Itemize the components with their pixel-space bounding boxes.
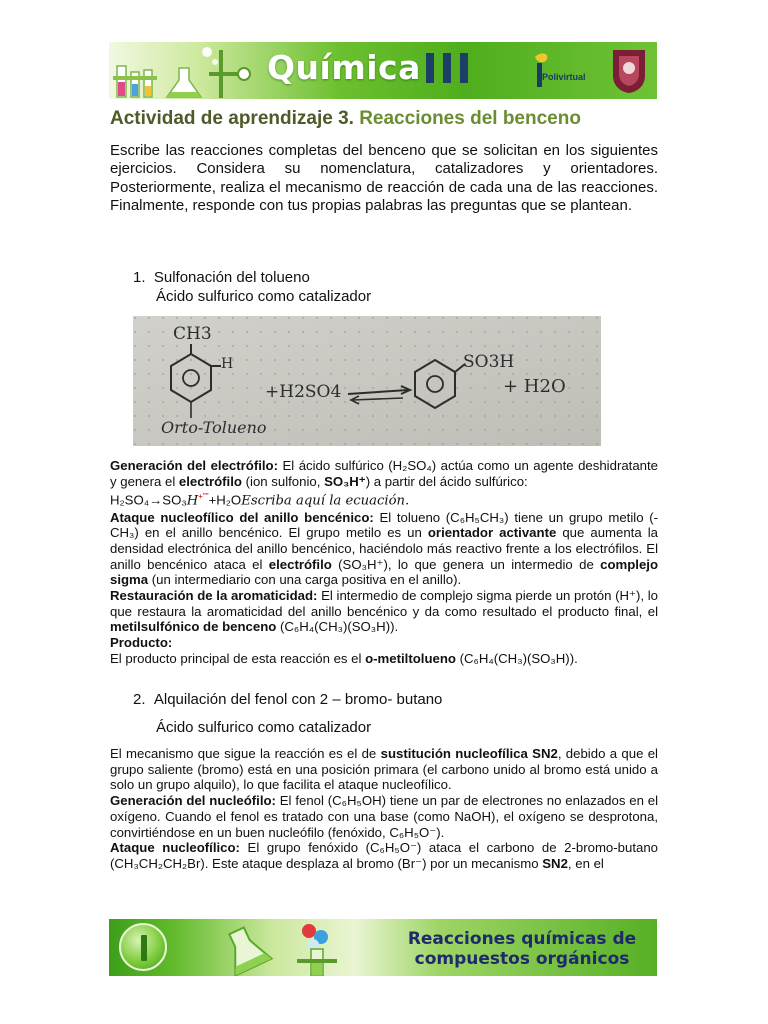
nucleophile-generation-text: El fenol (C₆H₅OH) tiene un par de electrones no enlazados en el oxígeno. Cuando el fenol es tratado con una base (como NaOH), el oxígeno se desprotona, convirtiéndose en un buen nucleófilo (fenóxido, C₆H₅O⁻). <box>110 793 658 840</box>
sigma-complex-term: complejo sigma <box>110 556 658 588</box>
activity-heading <box>110 108 581 130</box>
subject-title-line-2: compuestos orgánicos <box>414 949 630 969</box>
sketch-water-label: + H2O <box>503 376 566 397</box>
chemistry-flask-icon <box>217 919 367 976</box>
nucleophilic-attack-text-3: (SO₃H⁺), lo que genera un intermedio de <box>331 556 601 572</box>
aromaticity-restoration-label: Restauración de la aromaticidad: <box>110 588 318 604</box>
exercise-2-title <box>133 691 442 708</box>
product-text: El producto principal de esta reacción es el <box>110 650 366 666</box>
exercise-2-name: Alquilación del fenol con 2 – bromo- butano <box>153 691 443 708</box>
section-2-text <box>110 746 658 872</box>
exercise-2-catalyst: Ácido sulfurico como catalizador <box>156 719 372 736</box>
exercise-1-number: 1. <box>133 269 146 286</box>
nucleophilic-attack-text-4: (un intermediario con una carga positiva en el anillo). <box>148 572 462 588</box>
lab-glassware-icon <box>109 42 259 99</box>
handwritten-reaction-photo <box>133 316 601 446</box>
electrophile-generation-text: El ácido sulfúrico (H₂SO₄) actúa como un agente deshidratante y genera el <box>110 458 659 489</box>
nucleophilic-attack-2-label: Ataque nucleofílico: <box>110 840 240 856</box>
product-paragraph <box>110 651 658 667</box>
equation-h: H <box>186 493 199 509</box>
nucleophilic-attack-2-paragraph <box>110 840 658 871</box>
activity-heading-topic: Reacciones del benceno <box>359 108 581 129</box>
equation-mid: +H₂O <box>208 492 242 508</box>
nucleophile-generation-paragraph <box>110 793 658 840</box>
polivirtual-logo-text: Polivirtual <box>542 72 586 82</box>
activity-heading-prefix: Actividad de aprendizaje 3. <box>110 108 354 129</box>
subject-title-line-1: Reacciones químicas de <box>407 929 637 949</box>
electrophile-generation-text-3: ) a partir del ácido sulfúrico: <box>365 473 528 489</box>
header-banner <box>109 42 657 99</box>
exercise-2-number: 2. <box>133 691 146 708</box>
mechanism-paragraph <box>110 746 658 793</box>
aromaticity-restoration-text-2: (C₆H₄(CH₃)(SO₃H)). <box>276 619 399 635</box>
product-label-line <box>110 635 658 651</box>
mechanism-text: El mecanismo que sigue la reacción es el de <box>110 746 381 761</box>
roman-numeral-one-icon <box>119 923 167 971</box>
section-1-text <box>110 458 658 667</box>
nucleophilic-attack-2-text: El grupo fenóxido (C₆H₅O⁻) ataca el carbono de 2-bromo-butano (CH₃CH₂CH₂Br). Este ataque desplaza al bromo (Br⁻) por un mecanismo <box>110 840 658 871</box>
polivirtual-logo-icon <box>521 51 591 89</box>
footer-banner <box>109 919 657 976</box>
sketch-so3h-label: SO3H <box>463 352 515 372</box>
nucleophilic-attack-label: Ataque nucleofílico del anillo bencénico: <box>110 509 374 525</box>
subject-title <box>397 929 647 969</box>
nucleophile-generation-label: Generación del nucleófilo: <box>110 793 276 809</box>
roman-numeral-three-icon <box>426 53 471 83</box>
mechanism-text-2: , debido a que el grupo saliente (bromo) está en una posición primara (el carbono unido al bromo está unido a solo un grupo alquilo), lo que facilita el ataque nucleofílico. <box>110 746 658 793</box>
ipn-crest-icon <box>609 46 649 94</box>
equation-placeholder[interactable]: Escriba aquí la ecuación. <box>241 493 410 509</box>
electrophile-term-2: electrófilo <box>268 556 332 572</box>
equation-start: H₂SO₄→SO₃ <box>110 492 187 508</box>
electrophile-term: electrófilo <box>178 473 242 489</box>
nucleophilic-attack-text: El tolueno (C₆H₅CH₃) tiene un grupo metilo (-CH₃) en el anillo bencénico. El grupo metilo es un <box>110 509 658 541</box>
sketch-ch3-label: CH3 <box>173 324 212 344</box>
activating-director-term: orientador activante <box>427 525 557 541</box>
nucleophilic-attack-paragraph <box>110 510 658 589</box>
electrophile-generation-paragraph <box>110 458 658 489</box>
product-text-2: (C₆H₄(CH₃)(SO₃H)). <box>455 650 578 666</box>
aromaticity-restoration-text: El intermedio de complejo sigma pierde un protón (H⁺), lo que restaura la aromaticidad del anillo bencénico y da como resultado el producto final, el <box>110 588 658 619</box>
aromaticity-restoration-paragraph <box>110 588 658 635</box>
sulfonium-ion-term: SO₃H⁺ <box>324 473 366 489</box>
equation-superscript: +"" <box>198 492 209 502</box>
electrophile-generation-text-2: (ion sulfonio, <box>241 473 325 489</box>
course-title: Química <box>267 48 421 87</box>
sketch-reagent-label: +H2SO4 <box>265 382 342 402</box>
exercise-1-name: Sulfonación del tolueno <box>153 269 310 286</box>
exercise-1-title <box>133 269 310 286</box>
electrophile-generation-label: Generación del electrófilo: <box>110 458 278 473</box>
equation-line <box>110 489 658 509</box>
nucleophilic-attack-text-2: que aumenta la densidad electrónica del anillo bencénico, haciéndolo más reactivo frente a los electrófilos. El anillo bencénico ataca el <box>110 525 658 572</box>
main-product-term: o-metiltolueno <box>365 650 456 666</box>
instructions-paragraph: Escribe las reacciones completas del benceno que se solicitan en los siguientes ejercicios. Considera su nomenclatura, catalizadores y orientadores. Posteriormente, realiza el mecanismo de reacción de cada una de las reacciones. Finalmente, responde con tus propias palabras las preguntas que se plantean. <box>110 142 658 215</box>
sn2-substitution-term: sustitución nucleofílica SN2 <box>380 746 558 761</box>
nucleophilic-attack-2-text-2: , en el <box>567 855 604 871</box>
product-label: Producto: <box>110 635 173 651</box>
sn2-term: SN2 <box>542 855 568 871</box>
sketch-h-label: H <box>221 356 234 372</box>
sketch-caption: Orto-Tolueno <box>161 418 267 437</box>
product-name-term: metilsulfónico de benceno <box>110 619 277 635</box>
exercise-1-catalyst: Ácido sulfurico como catalizador <box>156 288 372 305</box>
